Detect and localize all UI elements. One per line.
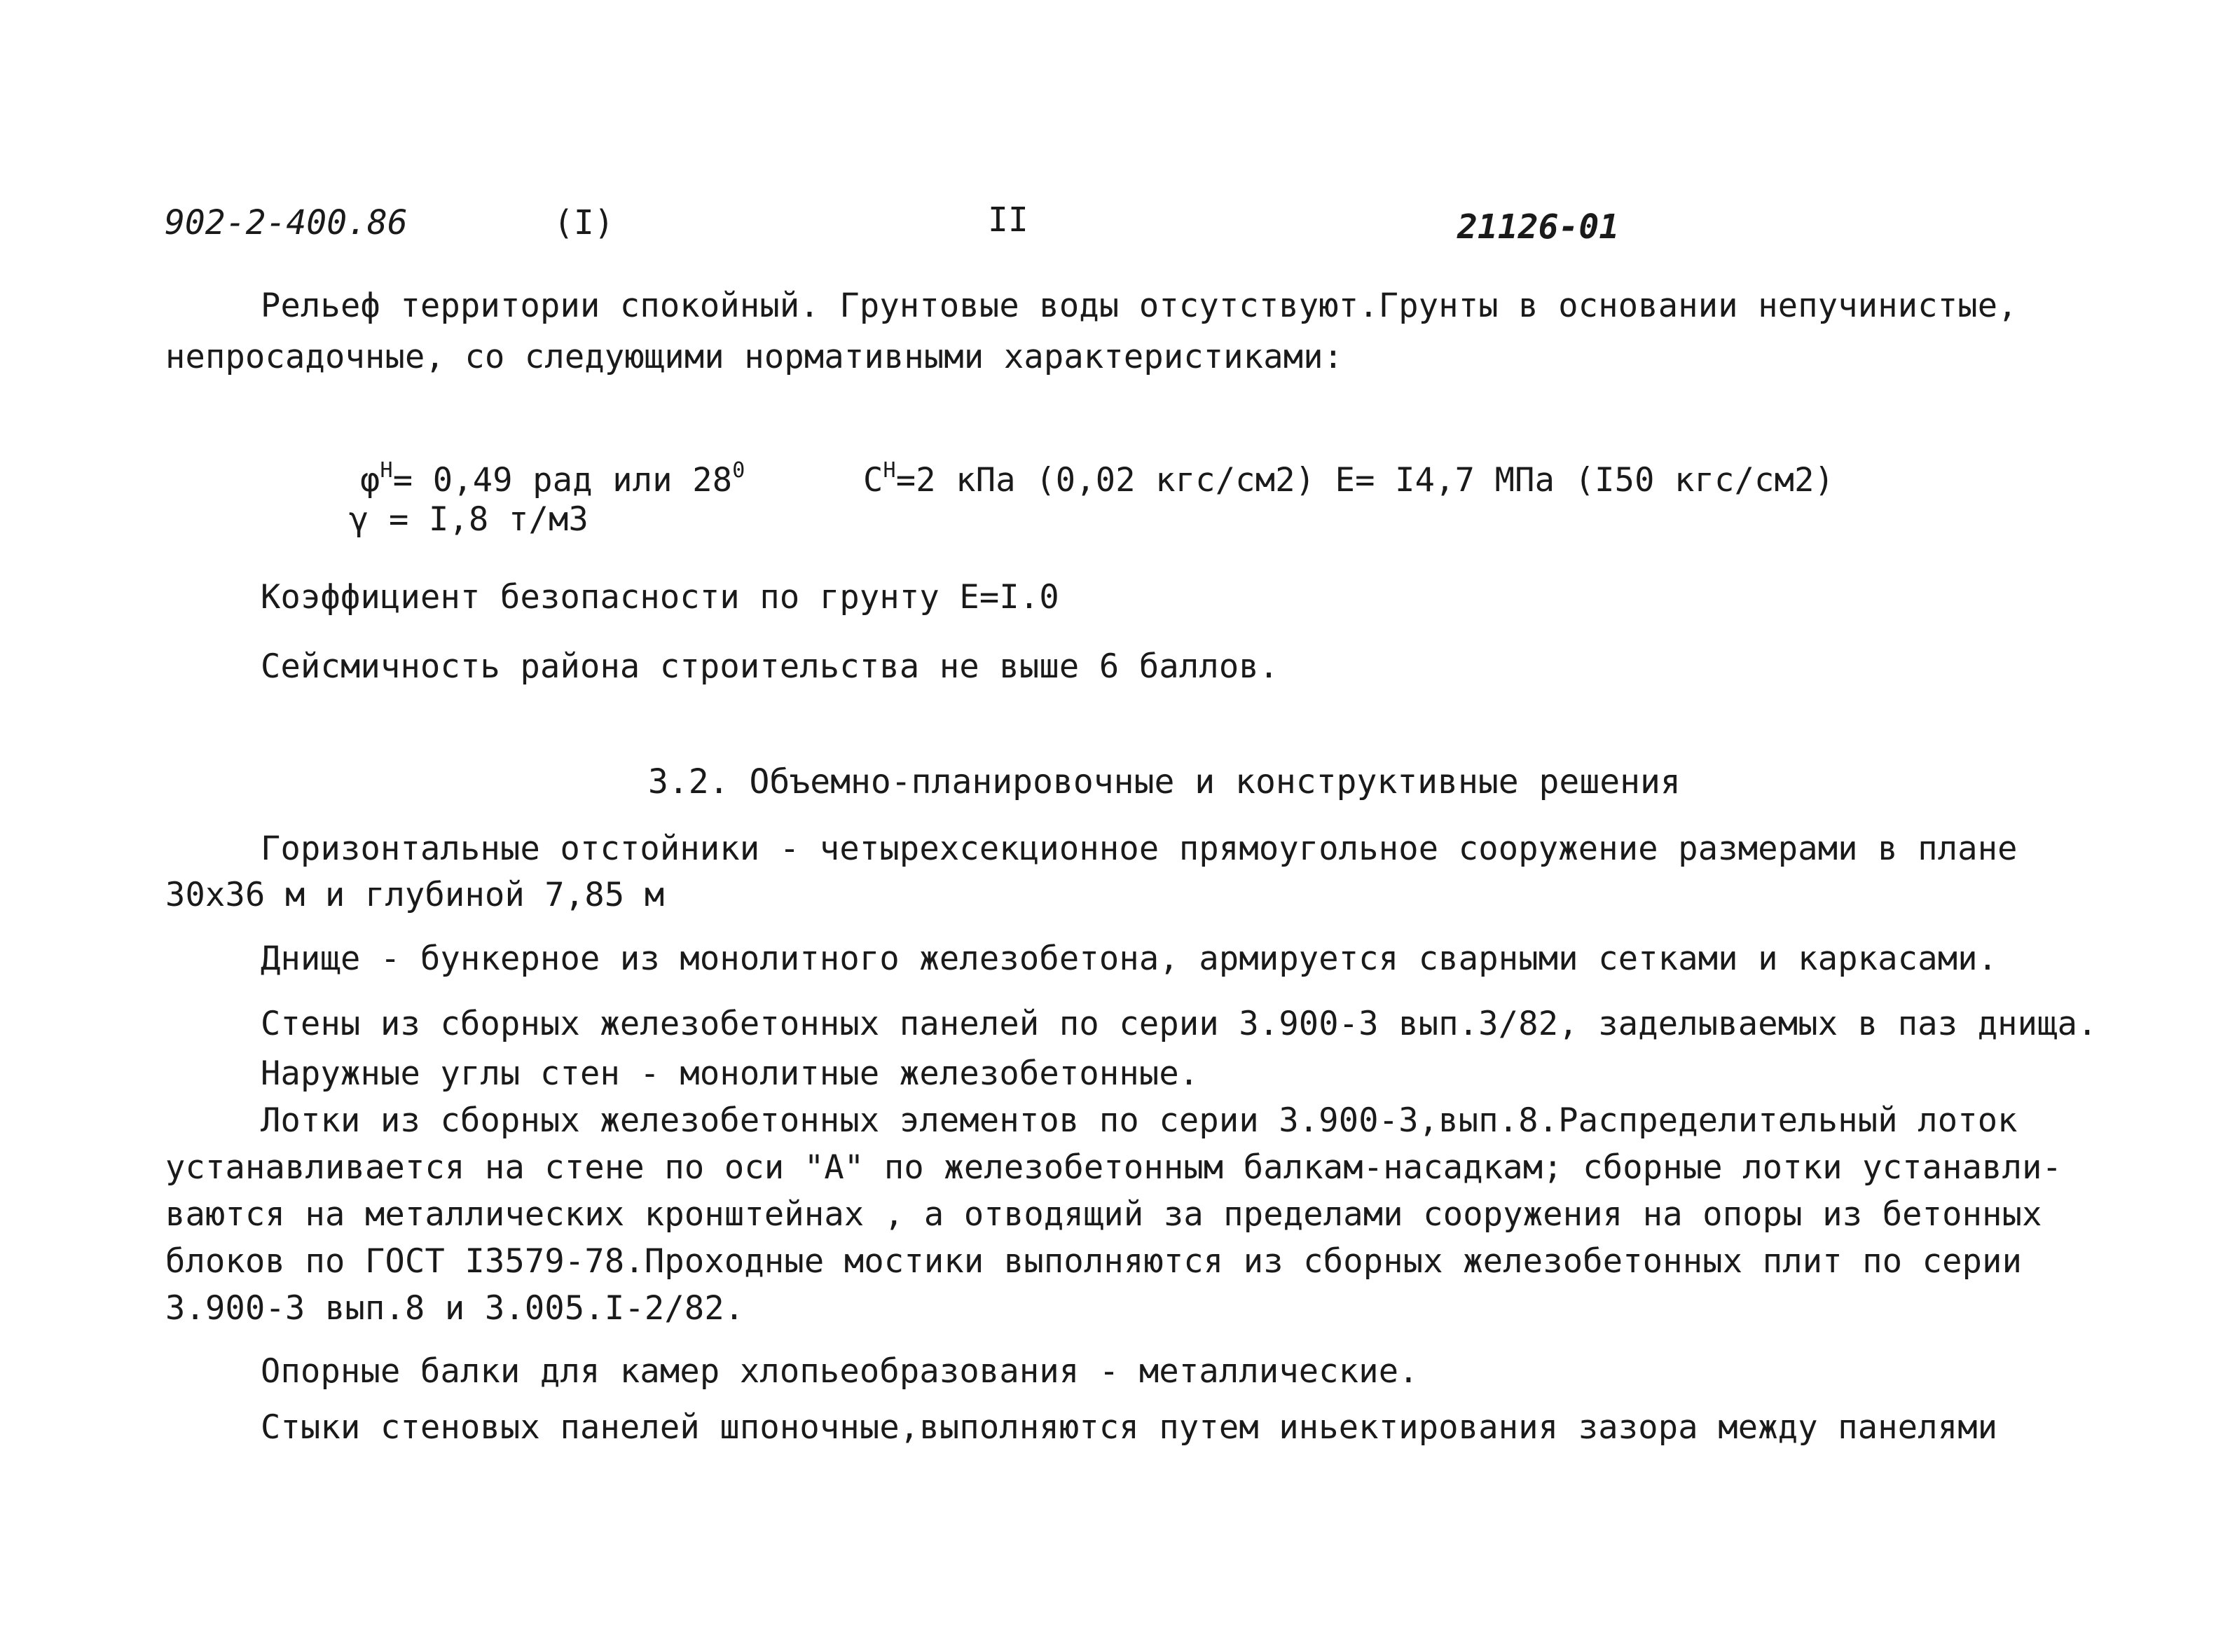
degree-superscript: 0: [732, 458, 745, 483]
section-line-5: Наружные углы стен - монолитные железобетонные.: [261, 1054, 1199, 1093]
safety-factor: Коэффициент безопасности по грунту E=I.0: [261, 578, 1059, 617]
part-number: (I): [553, 203, 614, 242]
soil-paragraph-line-2: непросадочные, со следующими нормативными характеристиками:: [165, 338, 1344, 376]
section-line-3: Днище - бункерное из монолитного железобетона, армируется сварными сетками и каркасами.: [261, 939, 1998, 978]
section-line-2: 30x36 м и глубиной 7,85 м: [165, 876, 665, 914]
seismicity: Сейсмичность района строительства не выше 6 баллов.: [261, 647, 1279, 686]
section-line-11: Опорные балки для камер хлопьеобразования - металлические.: [261, 1352, 1419, 1391]
inventory-number: 21126-01: [1457, 207, 1620, 247]
section-line-8: ваются на металлических кронштейнах , а отводящий за пределами сооружения на опоры из бетонных: [165, 1195, 2042, 1234]
section-line-1: Горизонтальные отстойники - четырехсекционное прямоугольное сооружение размерами в плане: [261, 830, 2018, 868]
section-line-10: 3.900-3 вып.8 и 3.005.I-2/82.: [165, 1289, 745, 1328]
section-line-4: Стены из сборных железобетонных панелей по серии 3.900-3 вып.3/82, заделываемых в паз днища.: [261, 1005, 2098, 1043]
c-e-formula: [783, 418, 1834, 548]
c-value: =2 кПа (0,02 кгс/см2) E= I4,7 МПа (I50 кгс/см2): [895, 461, 1835, 500]
page-number: II: [988, 200, 1028, 240]
c-superscript: H: [883, 458, 896, 483]
phi-superscript: H: [380, 458, 393, 483]
phi-value: = 0,49 рад или 28: [392, 461, 733, 500]
section-line-6: Лотки из сборных железобетонных элементов по серии 3.900-3,вып.8.Распределительный лоток: [261, 1101, 2018, 1140]
section-title: 3.2. Объемно-планировочные и конструктивные решения: [648, 762, 1681, 801]
gamma-formula: γ = I,8 т/м3: [349, 500, 589, 539]
phi-symbol: φ: [360, 461, 380, 500]
c-symbol: C: [863, 461, 883, 500]
section-line-7: устанавливается на стене по оси "А" по железобетонным балкам-насадкам; сборные лотки устанавли-: [165, 1148, 2063, 1187]
section-line-9: блоков по ГОСТ I3579-78.Проходные мостики выполняются из сборных железобетонных плит по серии: [165, 1242, 2023, 1281]
soil-paragraph-line-1: Рельеф территории спокойный. Грунтовые воды отсутствуют.Грунты в основании непучинистые,: [261, 287, 2018, 325]
section-line-12: Стыки стеновых панелей шпоночные,выполняются путем иньектирования зазора между панелями: [261, 1408, 1998, 1447]
doc-code: 902-2-400.86: [165, 203, 408, 242]
